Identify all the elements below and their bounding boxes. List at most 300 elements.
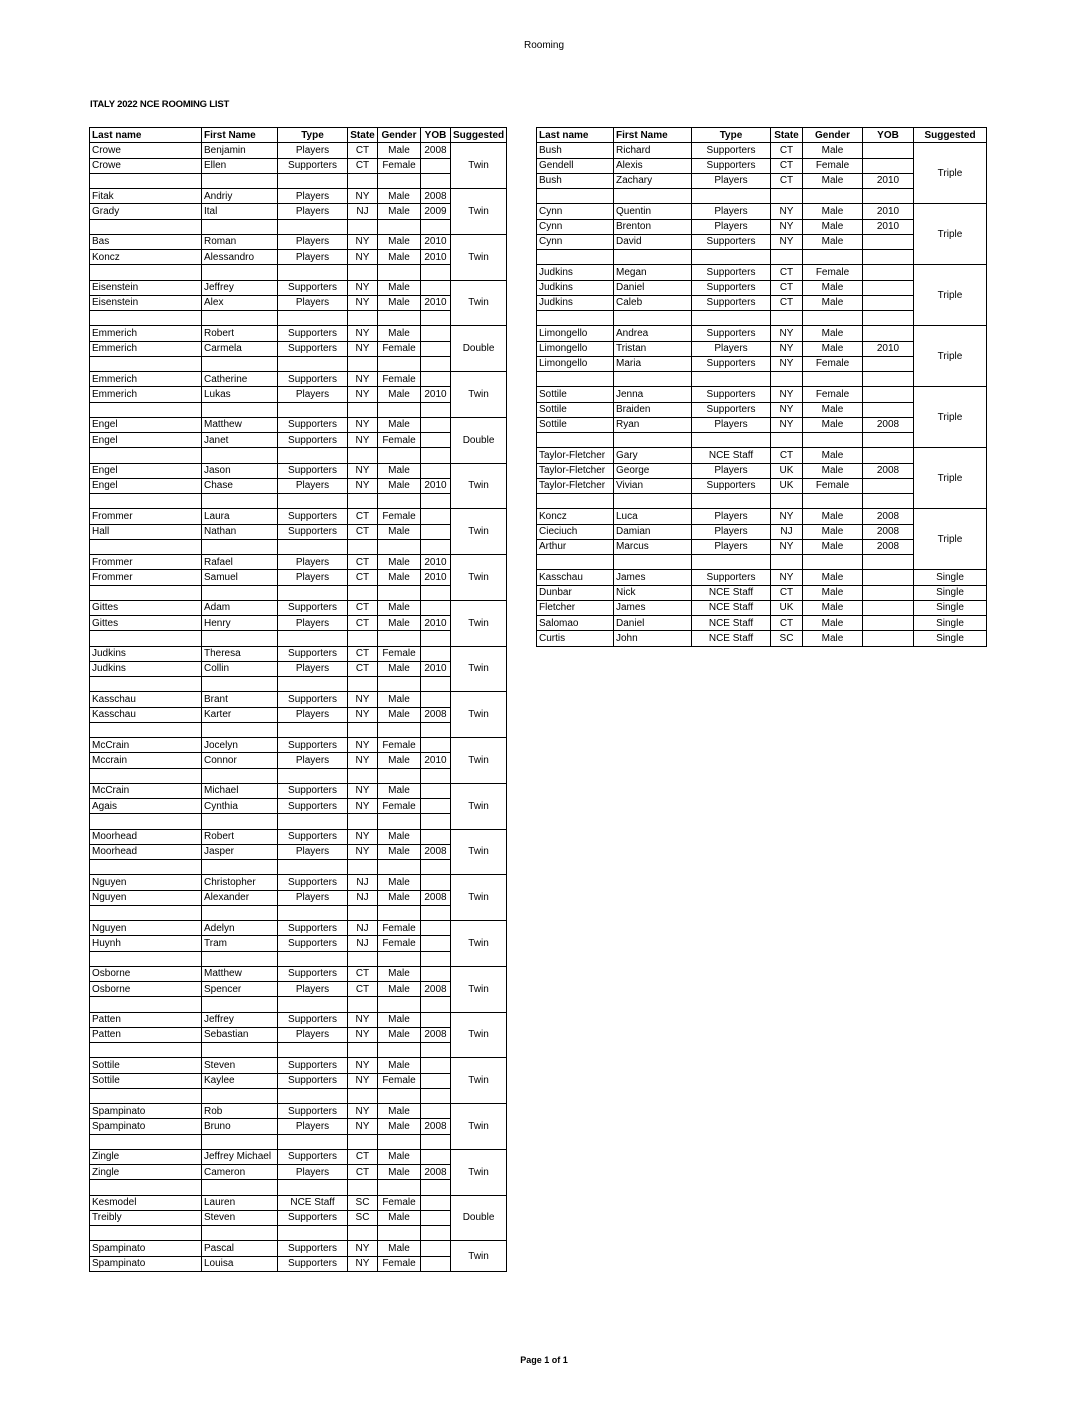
cell-gender: Female [378, 509, 421, 524]
cell-yob [863, 265, 914, 280]
cell-last-name: Koncz [90, 250, 202, 265]
table-row [90, 158, 507, 173]
empty-cell [614, 372, 692, 387]
table-row [537, 631, 987, 646]
cell-type: Players [278, 570, 348, 585]
cell-type: Supporters [278, 783, 348, 798]
cell-last-name: Bush [537, 173, 614, 188]
spacer-row [90, 722, 507, 737]
cell-first-name: Adam [202, 600, 278, 615]
spacer-row [90, 173, 507, 188]
cell-suggested: Triple [914, 509, 987, 570]
cell-gender: Male [803, 509, 863, 524]
cell-gender: Male [803, 326, 863, 341]
cell-suggested: Single [914, 600, 987, 615]
empty-cell [348, 677, 378, 692]
empty-cell [421, 173, 451, 188]
empty-cell [378, 860, 421, 875]
cell-first-name: Alexis [614, 158, 692, 173]
empty-cell [202, 1088, 278, 1103]
empty-cell [421, 860, 451, 875]
empty-cell [278, 905, 348, 920]
empty-cell [90, 814, 202, 829]
spacer-row [90, 860, 507, 875]
empty-cell [202, 814, 278, 829]
cell-gender: Male [378, 1058, 421, 1073]
empty-cell [421, 722, 451, 737]
cell-gender: Male [378, 570, 421, 585]
spacer-row [90, 1226, 507, 1241]
cell-first-name: Jasper [202, 844, 278, 859]
cell-state: SC [348, 1195, 378, 1210]
empty-cell [863, 555, 914, 570]
cell-gender: Male [378, 1119, 421, 1134]
cell-gender: Female [378, 799, 421, 814]
cell-last-name: Nguyen [90, 890, 202, 905]
cell-gender: Male [378, 707, 421, 722]
spacer-row [90, 677, 507, 692]
cell-first-name: Jeffrey [202, 280, 278, 295]
empty-cell [537, 433, 614, 448]
cell-state: CT [771, 295, 803, 310]
empty-cell [202, 311, 278, 326]
empty-cell [863, 189, 914, 204]
empty-cell [202, 905, 278, 920]
cell-yob: 2008 [421, 707, 451, 722]
cell-first-name: Nick [614, 585, 692, 600]
cell-suggested: Twin [451, 1012, 507, 1058]
cell-gender: Female [378, 738, 421, 753]
empty-cell [348, 1043, 378, 1058]
empty-cell [90, 1180, 202, 1195]
cell-state: NY [771, 417, 803, 432]
cell-last-name: Salomao [537, 616, 614, 631]
cell-gender: Male [378, 890, 421, 905]
cell-type: Players [692, 417, 771, 432]
cell-yob [863, 356, 914, 371]
cell-last-name: Nguyen [90, 875, 202, 890]
empty-cell [421, 951, 451, 966]
empty-cell [378, 1088, 421, 1103]
table-row [90, 555, 507, 570]
table-row [90, 1210, 507, 1225]
cell-type: Supporters [278, 1256, 348, 1271]
cell-last-name: Crowe [90, 143, 202, 158]
empty-cell [202, 1043, 278, 1058]
cell-gender: Male [378, 875, 421, 890]
empty-cell [378, 219, 421, 234]
table-row [90, 1256, 507, 1271]
cell-yob [421, 692, 451, 707]
cell-suggested: Twin [451, 600, 507, 646]
empty-cell [90, 494, 202, 509]
empty-cell [378, 402, 421, 417]
cell-state: NY [771, 387, 803, 402]
table-row [90, 1104, 507, 1119]
cell-suggested: Twin [451, 692, 507, 738]
cell-gender: Male [378, 280, 421, 295]
table-row [90, 616, 507, 631]
cell-gender: Female [378, 936, 421, 951]
cell-gender: Female [378, 646, 421, 661]
cell-gender: Male [378, 478, 421, 493]
table-row [90, 250, 507, 265]
cell-last-name: Frommer [90, 509, 202, 524]
cell-type: Players [278, 753, 348, 768]
empty-cell [278, 1226, 348, 1241]
cell-type: Players [278, 1027, 348, 1042]
table-row [90, 829, 507, 844]
empty-cell [348, 1088, 378, 1103]
table-row [90, 1058, 507, 1073]
cell-state: NY [348, 433, 378, 448]
cell-type: Players [278, 189, 348, 204]
empty-cell [378, 631, 421, 646]
empty-cell [803, 189, 863, 204]
table-row [90, 1073, 507, 1088]
empty-cell [421, 539, 451, 554]
cell-last-name: Cynn [537, 204, 614, 219]
cell-first-name: Jason [202, 463, 278, 478]
empty-cell [537, 250, 614, 265]
empty-cell [421, 356, 451, 371]
empty-cell [771, 555, 803, 570]
cell-type: NCE Staff [692, 448, 771, 463]
empty-cell [90, 585, 202, 600]
cell-first-name: Quentin [614, 204, 692, 219]
empty-cell [378, 951, 421, 966]
cell-type: Supporters [278, 1104, 348, 1119]
cell-last-name: Frommer [90, 555, 202, 570]
cell-yob [863, 158, 914, 173]
empty-cell [863, 494, 914, 509]
col-header-type: Type [692, 128, 771, 143]
cell-type: Supporters [278, 1012, 348, 1027]
cell-suggested: Single [914, 585, 987, 600]
empty-cell [348, 173, 378, 188]
cell-gender: Male [378, 524, 421, 539]
cell-suggested: Double [451, 326, 507, 372]
empty-cell [378, 722, 421, 737]
col-header-state: State [348, 128, 378, 143]
cell-yob [421, 875, 451, 890]
cell-gender: Male [803, 448, 863, 463]
cell-state: CT [771, 158, 803, 173]
empty-cell [421, 311, 451, 326]
table-row [90, 295, 507, 310]
table-row [537, 585, 987, 600]
cell-first-name: Sebastian [202, 1027, 278, 1042]
cell-first-name: Henry [202, 616, 278, 631]
cell-gender: Male [803, 600, 863, 615]
table-row [90, 646, 507, 661]
cell-type: Supporters [278, 799, 348, 814]
cell-yob: 2008 [863, 417, 914, 432]
cell-first-name: John [614, 631, 692, 646]
cell-last-name: Sottile [537, 402, 614, 417]
cell-type: Supporters [692, 402, 771, 417]
table-row [90, 372, 507, 387]
table-row [90, 936, 507, 951]
empty-cell [537, 555, 614, 570]
empty-cell [90, 631, 202, 646]
empty-cell [378, 997, 421, 1012]
cell-last-name: Spampinato [90, 1104, 202, 1119]
cell-state: CT [348, 966, 378, 981]
cell-last-name: Dunbar [537, 585, 614, 600]
empty-cell [771, 189, 803, 204]
cell-type: Players [278, 1165, 348, 1180]
cell-first-name: Pascal [202, 1241, 278, 1256]
cell-yob: 2008 [863, 463, 914, 478]
cell-last-name: Engel [90, 463, 202, 478]
empty-cell [421, 1088, 451, 1103]
cell-state: NY [348, 829, 378, 844]
cell-state: UK [771, 600, 803, 615]
page-footer: Page 1 of 1 [520, 1355, 568, 1365]
cell-suggested: Twin [451, 234, 507, 280]
cell-first-name: Ital [202, 204, 278, 219]
empty-cell [348, 631, 378, 646]
cell-last-name: Koncz [537, 509, 614, 524]
table-row [90, 1195, 507, 1210]
cell-suggested: Triple [914, 265, 987, 326]
cell-last-name: Nguyen [90, 921, 202, 936]
cell-gender: Male [378, 1027, 421, 1042]
empty-cell [278, 1134, 348, 1149]
cell-first-name: Lukas [202, 387, 278, 402]
cell-state: NY [348, 1104, 378, 1119]
cell-type: Supporters [278, 509, 348, 524]
cell-first-name: Samuel [202, 570, 278, 585]
empty-cell [803, 433, 863, 448]
empty-cell [90, 768, 202, 783]
cell-yob [863, 631, 914, 646]
cell-type: Supporters [278, 1058, 348, 1073]
cell-first-name: Tristan [614, 341, 692, 356]
cell-last-name: Curtis [537, 631, 614, 646]
cell-last-name: Huynh [90, 936, 202, 951]
cell-yob [421, 600, 451, 615]
cell-yob [421, 799, 451, 814]
cell-suggested: Twin [451, 189, 507, 235]
cell-suggested: Single [914, 631, 987, 646]
cell-yob [863, 478, 914, 493]
col-header-first-name: First Name [202, 128, 278, 143]
cell-type: Supporters [278, 936, 348, 951]
cell-yob: 2010 [863, 219, 914, 234]
table-row [90, 570, 507, 585]
table-row [90, 890, 507, 905]
cell-last-name: Engel [90, 478, 202, 493]
cell-state: CT [348, 158, 378, 173]
empty-cell [803, 372, 863, 387]
cell-last-name: Gittes [90, 616, 202, 631]
cell-last-name: Gittes [90, 600, 202, 615]
empty-cell [202, 494, 278, 509]
empty-cell [348, 1134, 378, 1149]
cell-last-name: Zingle [90, 1165, 202, 1180]
cell-gender: Male [378, 1165, 421, 1180]
empty-cell [421, 219, 451, 234]
cell-yob [421, 936, 451, 951]
cell-state: NY [771, 509, 803, 524]
cell-state: SC [348, 1210, 378, 1225]
cell-last-name: Spampinato [90, 1241, 202, 1256]
cell-type: Players [692, 509, 771, 524]
empty-cell [378, 356, 421, 371]
cell-type: Players [692, 341, 771, 356]
empty-cell [278, 219, 348, 234]
cell-first-name: Robert [202, 829, 278, 844]
table-row [90, 738, 507, 753]
cell-suggested: Twin [451, 829, 507, 875]
table-row [90, 1119, 507, 1134]
table-row [90, 1165, 507, 1180]
table-row [90, 417, 507, 432]
cell-first-name: Jeffrey Michael [202, 1149, 278, 1164]
cell-gender: Male [803, 463, 863, 478]
empty-cell [348, 1226, 378, 1241]
cell-first-name: Ellen [202, 158, 278, 173]
cell-first-name: Andriy [202, 189, 278, 204]
table-row [90, 753, 507, 768]
cell-yob: 2010 [421, 234, 451, 249]
page-header: Rooming [523, 40, 565, 51]
empty-cell [421, 1043, 451, 1058]
cell-first-name: Jocelyn [202, 738, 278, 753]
cell-last-name: Taylor-Fletcher [537, 478, 614, 493]
cell-state: NJ [348, 875, 378, 890]
table-row [537, 204, 987, 219]
empty-cell [278, 814, 348, 829]
table-row [90, 1027, 507, 1042]
cell-last-name: Zingle [90, 1149, 202, 1164]
cell-gender: Male [378, 143, 421, 158]
empty-cell [421, 631, 451, 646]
empty-cell [348, 585, 378, 600]
cell-state: NY [771, 356, 803, 371]
col-header-yob: YOB [421, 128, 451, 143]
cell-state: CT [348, 661, 378, 676]
cell-gender: Male [378, 1149, 421, 1164]
cell-gender: Male [378, 829, 421, 844]
table-header-row [90, 128, 507, 143]
cell-type: Supporters [278, 1149, 348, 1164]
cell-first-name: Braiden [614, 402, 692, 417]
cell-type: Supporters [692, 158, 771, 173]
spacer-row [90, 814, 507, 829]
cell-yob: 2010 [421, 250, 451, 265]
cell-suggested: Twin [451, 1104, 507, 1150]
cell-type: Supporters [278, 738, 348, 753]
cell-first-name: David [614, 234, 692, 249]
empty-cell [202, 173, 278, 188]
cell-state: NY [348, 1027, 378, 1042]
rooming-table-right [536, 127, 987, 647]
cell-first-name: Bruno [202, 1119, 278, 1134]
empty-cell [202, 677, 278, 692]
cell-last-name: Kasschau [90, 707, 202, 722]
cell-first-name: Lauren [202, 1195, 278, 1210]
cell-state: NY [348, 463, 378, 478]
table-row [90, 1149, 507, 1164]
cell-state: CT [348, 509, 378, 524]
cell-state: NY [348, 1058, 378, 1073]
cell-suggested: Triple [914, 326, 987, 387]
cell-state: UK [771, 478, 803, 493]
cell-yob [863, 387, 914, 402]
empty-cell [421, 494, 451, 509]
empty-cell [202, 539, 278, 554]
cell-first-name: Richard [614, 143, 692, 158]
cell-gender: Male [378, 250, 421, 265]
table-row [90, 844, 507, 859]
cell-yob: 2010 [863, 173, 914, 188]
cell-state: NY [348, 417, 378, 432]
cell-last-name: Sottile [537, 387, 614, 402]
cell-state: NY [348, 844, 378, 859]
empty-cell [202, 722, 278, 737]
cell-state: NY [771, 341, 803, 356]
empty-cell [614, 311, 692, 326]
empty-cell [537, 189, 614, 204]
cell-state: NY [348, 189, 378, 204]
cell-type: Supporters [278, 921, 348, 936]
table-row [90, 509, 507, 524]
cell-first-name: George [614, 463, 692, 478]
cell-gender: Female [378, 1195, 421, 1210]
empty-cell [348, 311, 378, 326]
cell-yob [421, 417, 451, 432]
cell-state: CT [771, 143, 803, 158]
cell-state: NY [348, 738, 378, 753]
spacer-row [90, 1088, 507, 1103]
empty-cell [692, 555, 771, 570]
cell-state: CT [771, 265, 803, 280]
empty-cell [202, 356, 278, 371]
cell-yob [421, 280, 451, 295]
empty-cell [803, 494, 863, 509]
cell-yob [863, 234, 914, 249]
cell-last-name: Spampinato [90, 1256, 202, 1271]
table-row [90, 707, 507, 722]
cell-last-name: Limongello [537, 356, 614, 371]
cell-type: Players [278, 143, 348, 158]
cell-gender: Male [378, 295, 421, 310]
empty-cell [348, 814, 378, 829]
cell-first-name: Catherine [202, 372, 278, 387]
cell-first-name: Jenna [614, 387, 692, 402]
empty-cell [90, 860, 202, 875]
cell-last-name: Bas [90, 234, 202, 249]
empty-cell [202, 402, 278, 417]
cell-yob [421, 326, 451, 341]
empty-cell [421, 402, 451, 417]
cell-gender: Male [378, 1012, 421, 1027]
cell-yob: 2008 [421, 1119, 451, 1134]
cell-yob: 2010 [421, 661, 451, 676]
cell-last-name: Judkins [537, 295, 614, 310]
table-row [90, 661, 507, 676]
cell-suggested: Single [914, 616, 987, 631]
cell-type: Supporters [278, 372, 348, 387]
cell-gender: Male [378, 189, 421, 204]
cell-last-name: Patten [90, 1027, 202, 1042]
cell-first-name: Roman [202, 234, 278, 249]
cell-state: NY [771, 219, 803, 234]
cell-gender: Male [378, 387, 421, 402]
